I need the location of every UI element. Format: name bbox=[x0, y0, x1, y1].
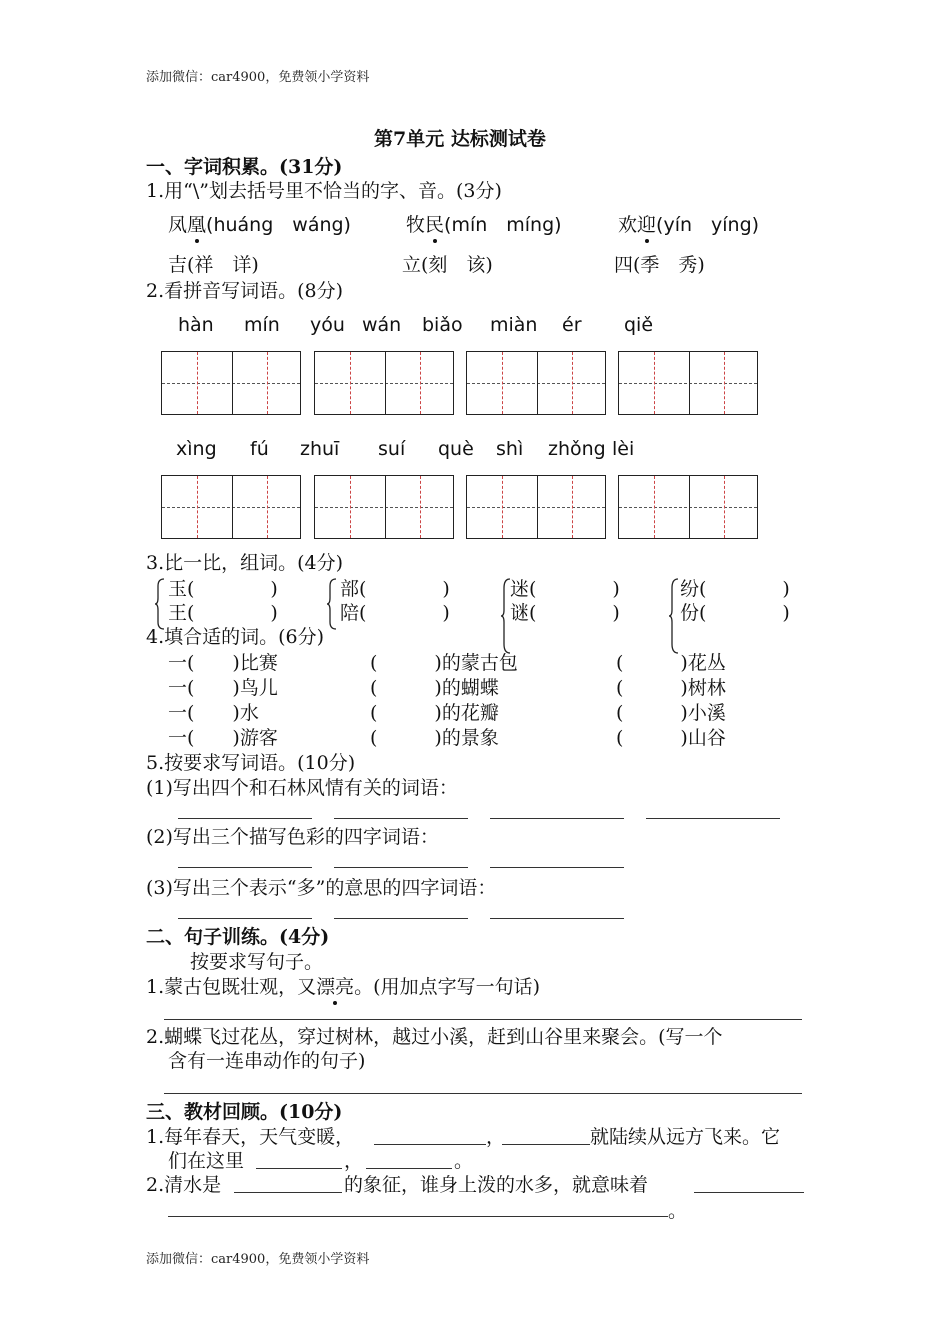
pinyin: lèi bbox=[612, 438, 635, 460]
q4-col1-item: 一( )鸟儿 bbox=[168, 677, 278, 699]
s3-q1-b: ， bbox=[486, 1126, 506, 1148]
q1-item-1: 凤凰(huáng wáng) bbox=[168, 210, 351, 237]
writing-box[interactable] bbox=[618, 475, 758, 539]
q3-pair-3b: 谜( ) bbox=[510, 602, 620, 624]
s2-q2-line2: 含有一连串动作的句子) bbox=[168, 1050, 366, 1072]
q3-pair-4b: 份( ) bbox=[680, 602, 790, 624]
answer-line[interactable] bbox=[164, 1019, 802, 1020]
q3-pair-3a: 迷( ) bbox=[510, 578, 620, 600]
q4-col2-item: ( )的蒙古包 bbox=[370, 652, 518, 674]
q1-row2-item-2: 立(刻 该) bbox=[402, 254, 493, 276]
watermark-bottom: 添加微信：car4900，免费领小学资料 bbox=[146, 1252, 370, 1267]
writing-box[interactable] bbox=[466, 475, 606, 539]
answer-line[interactable] bbox=[164, 1093, 802, 1094]
answer-line[interactable] bbox=[694, 1192, 804, 1193]
pinyin: hàn bbox=[178, 314, 214, 336]
writing-box[interactable] bbox=[466, 351, 606, 415]
brace-icon bbox=[326, 578, 336, 630]
q3-pair-1b: 王( ) bbox=[168, 602, 278, 624]
section2-intro: 按要求写句子。 bbox=[190, 951, 324, 973]
answer-line[interactable] bbox=[256, 1168, 342, 1169]
writing-box[interactable] bbox=[161, 351, 301, 415]
answer-line[interactable] bbox=[374, 1144, 486, 1145]
pinyin: zhǒng bbox=[548, 438, 606, 460]
q4-col1-item: 一( )水 bbox=[168, 702, 259, 724]
answer-line[interactable] bbox=[334, 818, 468, 819]
section3-heading: 三、教材回顾。(10分) bbox=[146, 1101, 343, 1123]
answer-line[interactable] bbox=[234, 1192, 342, 1193]
q5-sub3: (3)写出三个表示“多”的意思的四字词语： bbox=[146, 877, 497, 899]
q4-col2-item: ( )的花瓣 bbox=[370, 702, 499, 724]
q1-prompt: 1.用“\”划去括号里不恰当的字、音。(3分) bbox=[146, 180, 502, 202]
q5-sub1: (1)写出四个和石林风情有关的词语： bbox=[146, 777, 458, 799]
q5-sub2: (2)写出三个描写色彩的四字词语： bbox=[146, 826, 439, 848]
writing-box[interactable] bbox=[618, 351, 758, 415]
s3-q1-c: 就陆续从远方飞来。它 bbox=[590, 1126, 781, 1148]
section1-heading: 一、字词积累。(31分) bbox=[146, 156, 343, 178]
brace-icon bbox=[668, 578, 678, 654]
q3-pair-4a: 纷( ) bbox=[680, 578, 790, 600]
s3-q2-b: 的象征，谁身上泼的水多，就意味着 bbox=[344, 1174, 649, 1196]
pinyin: yóu bbox=[310, 314, 345, 336]
s2-q1: 1.蒙古包既壮观，又漂亮。(用加点字写一句话) bbox=[146, 972, 540, 999]
q4-col3-item: ( )花丛 bbox=[616, 652, 726, 674]
q4-col3-item: ( )山谷 bbox=[616, 727, 726, 749]
answer-line[interactable] bbox=[178, 818, 312, 819]
q4-col1-item: 一( )比赛 bbox=[168, 652, 278, 674]
q4-prompt: 4.填合适的词。(6分) bbox=[146, 626, 325, 648]
writing-box[interactable] bbox=[161, 475, 301, 539]
answer-line[interactable] bbox=[490, 918, 624, 919]
s3-q1-f: 。 bbox=[454, 1150, 474, 1172]
s2-q2-line1: 2.蝴蝶飞过花丛，穿过树林，越过小溪，赶到山谷里来聚会。(写一个 bbox=[146, 1026, 723, 1048]
section2-heading: 二、句子训练。(4分) bbox=[146, 926, 330, 948]
q5-prompt: 5.按要求写词语。(10分) bbox=[146, 752, 356, 774]
writing-box[interactable] bbox=[314, 475, 454, 539]
q3-prompt: 3.比一比，组词。(4分) bbox=[146, 552, 344, 574]
pinyin: miàn bbox=[490, 314, 538, 336]
pinyin: qiě bbox=[624, 314, 654, 336]
answer-line[interactable] bbox=[178, 918, 312, 919]
q1-row2-item-3: 四(季 秀) bbox=[614, 254, 705, 276]
s3-q2-end: 。 bbox=[668, 1200, 688, 1222]
brace-icon bbox=[500, 578, 510, 654]
q3-pair-2a: 部( ) bbox=[340, 578, 450, 600]
pinyin: fú bbox=[250, 438, 269, 460]
page-title: 第7单元 达标测试卷 bbox=[374, 128, 546, 150]
pinyin: xìng bbox=[176, 438, 217, 460]
pinyin: mín bbox=[244, 314, 280, 336]
pinyin: wán bbox=[362, 314, 402, 336]
answer-line[interactable] bbox=[502, 1144, 590, 1145]
s3-q1-a: 1.每年春天，天气变暖， bbox=[146, 1126, 355, 1148]
pinyin: zhuī bbox=[300, 438, 340, 460]
s3-q1-e: ， bbox=[344, 1150, 364, 1172]
watermark-top: 添加微信：car4900，免费领小学资料 bbox=[146, 70, 370, 85]
answer-line[interactable] bbox=[334, 918, 468, 919]
q2-prompt: 2.看拼音写词语。(8分) bbox=[146, 280, 344, 302]
q1-item-2: 牧民(mín míng) bbox=[406, 210, 562, 237]
q4-col2-item: ( )的景象 bbox=[370, 727, 499, 749]
q4-col2-item: ( )的蝴蝶 bbox=[370, 677, 499, 699]
pinyin: què bbox=[438, 438, 474, 460]
pinyin: biǎo bbox=[422, 314, 463, 336]
writing-box[interactable] bbox=[314, 351, 454, 415]
pinyin: shì bbox=[496, 438, 524, 460]
answer-line[interactable] bbox=[366, 1168, 452, 1169]
q4-col3-item: ( )小溪 bbox=[616, 702, 726, 724]
answer-line[interactable] bbox=[490, 867, 624, 868]
pinyin: suí bbox=[378, 438, 406, 460]
q4-col1-item: 一( )游客 bbox=[168, 727, 278, 749]
q4-col3-item: ( )树林 bbox=[616, 677, 726, 699]
s3-q2-a: 2.清水是 bbox=[146, 1174, 222, 1196]
q1-item-3: 欢迎(yín yíng) bbox=[618, 210, 759, 237]
q1-row2-item-1: 吉(祥 详) bbox=[168, 254, 259, 276]
answer-line[interactable] bbox=[646, 818, 780, 819]
s3-q1-d: 们在这里 bbox=[168, 1150, 245, 1172]
q3-pair-1a: 玉( ) bbox=[168, 578, 278, 600]
answer-line[interactable] bbox=[168, 1216, 668, 1217]
answer-line[interactable] bbox=[490, 818, 624, 819]
q3-pair-2b: 陪( ) bbox=[340, 602, 450, 624]
answer-line[interactable] bbox=[178, 867, 312, 868]
answer-line[interactable] bbox=[334, 867, 468, 868]
pinyin: ér bbox=[562, 314, 582, 336]
